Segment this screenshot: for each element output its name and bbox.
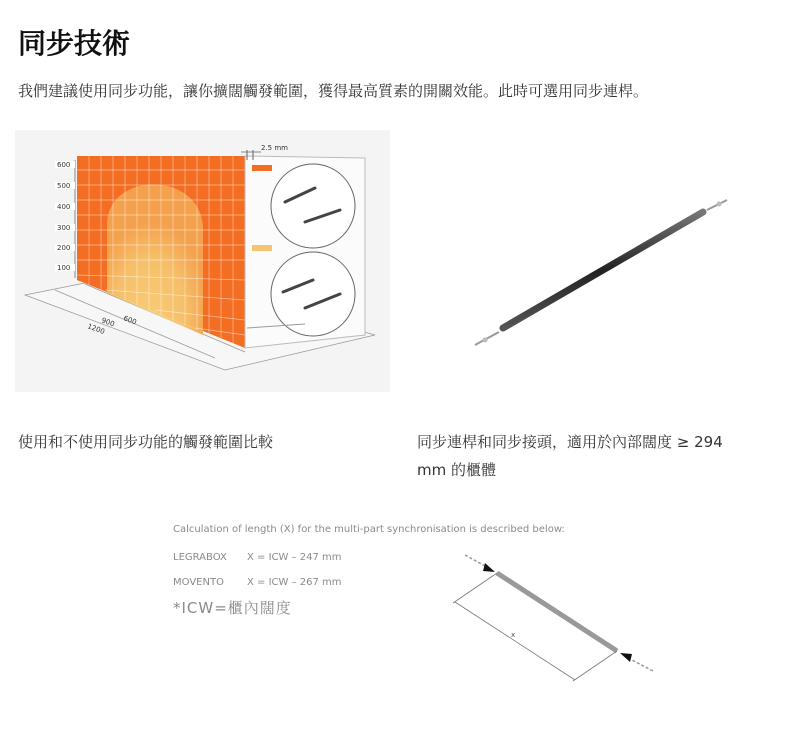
y-tick-500: 500 bbox=[57, 182, 71, 190]
activation-range-illustration bbox=[15, 130, 390, 392]
y-tick-600: 600 bbox=[57, 161, 71, 169]
figure2-caption bbox=[417, 428, 723, 484]
y-tick-400: 400 bbox=[57, 203, 71, 211]
y-tick-300: 300 bbox=[57, 224, 71, 232]
sync-rod-figure bbox=[415, 130, 785, 392]
figure2-caption-line2: mm 的櫃體 bbox=[417, 461, 496, 479]
calculation-intro: Calculation of length (X) for the multi-part synchronisation is described below: bbox=[173, 524, 565, 535]
floor-label-1200: 1200 bbox=[86, 322, 106, 336]
formula-value: X = ICW – 247 mm bbox=[247, 552, 342, 563]
formula-row bbox=[173, 577, 342, 588]
page-title: 同步技術 bbox=[18, 27, 131, 60]
formula-product: LEGRABOX bbox=[173, 552, 227, 563]
length-diagram bbox=[445, 545, 665, 690]
activation-range-figure bbox=[15, 130, 390, 392]
floor-label-900: 900 bbox=[100, 316, 116, 329]
formula-product: MOVENTO bbox=[173, 577, 224, 588]
icw-note: *ICW=櫃內闊度 bbox=[173, 599, 292, 617]
y-tick-100: 100 bbox=[57, 264, 71, 272]
length-diagram-svg bbox=[445, 545, 665, 690]
dimension-label: 2.5 mm bbox=[261, 144, 288, 152]
intro-paragraph: 我們建議使用同步功能，讓你擴闊觸發範圍，獲得最高質素的開關效能。此時可選用同步連桿。 bbox=[18, 82, 649, 100]
floor-label-600: 600 bbox=[122, 314, 138, 327]
formula-value: X = ICW – 267 mm bbox=[247, 577, 342, 588]
figure2-caption-line1: 同步連桿和同步接頭，適用於內部闊度 ≥ 294 bbox=[417, 433, 723, 451]
x-label: x bbox=[511, 631, 516, 639]
figure1-caption: 使用和不使用同步功能的觸發範圍比較 bbox=[18, 433, 274, 451]
formula-row bbox=[173, 552, 342, 563]
y-tick-200: 200 bbox=[57, 244, 71, 252]
sync-rod-illustration bbox=[415, 130, 785, 392]
